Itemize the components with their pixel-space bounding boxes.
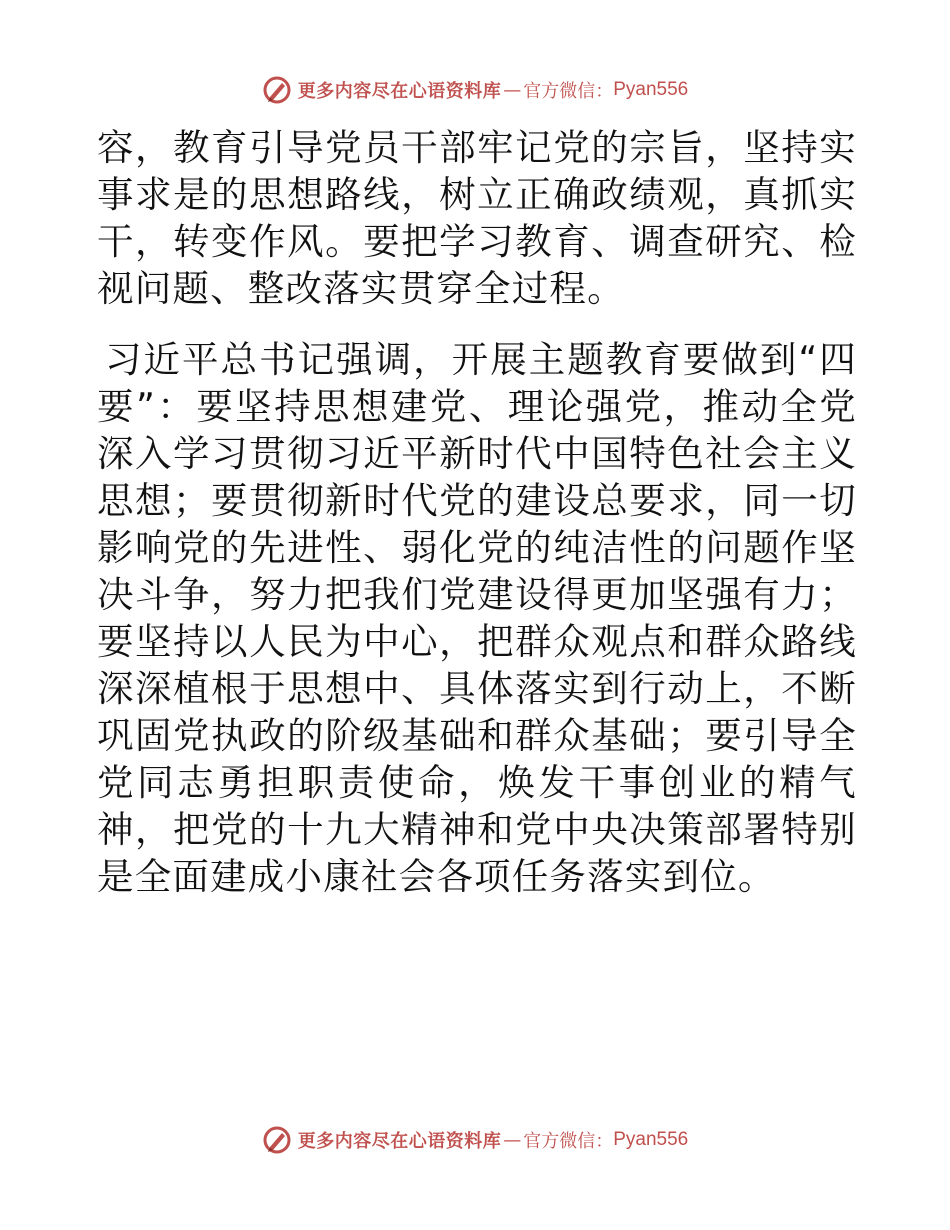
- header-wechat-label: 官方微信：: [523, 81, 614, 102]
- page-header-banner: [0, 72, 950, 108]
- footer-brand-text: 更多内容尽在心语资料库: [297, 1131, 502, 1152]
- header-wechat-id: Pyan556: [613, 79, 689, 100]
- footer-wechat-label: 官方微信：: [523, 1131, 614, 1152]
- body-paragraph-2: 习近平总书记强调，开展主题教育要做到“四要”：要坚持思想建党、理论强党，推动全党深入学习贯彻习近平新时代中国特色社会主义思想；要贯彻新时代党的建设总要求，同一切影响党的先进性、弱化党的纯洁性的问题作坚决斗争，努力把我们党建设得更加坚强有力；要坚持以人民为中心，把群众观点和群众路线深深植根于思想中、具体落实到行动上，不断巩固党执政的阶级基础和群众基础；要引导全党同志勇担职责使命，焕发干事创业的精气神，把党的十九大精神和党中央决策部署特别是全面建成小康社会各项任务落实到位。: [97, 338, 857, 898]
- body-paragraph-1: 容，教育引导党员干部牢记党的宗旨，坚持实事求是的思想路线，树立正确政绩观，真抓实干，转变作风。要把学习教育、调查研究、检视问题、整改落实贯穿全过程。: [97, 126, 857, 310]
- red-circle-pen-logo-icon: [262, 75, 292, 105]
- header-brand-text: 更多内容尽在心语资料库: [297, 81, 502, 102]
- document-body: [97, 124, 857, 900]
- footer-wechat-id: Pyan556: [613, 1129, 689, 1150]
- footer-dash: —: [503, 1129, 522, 1151]
- header-dash: —: [503, 79, 522, 101]
- page-footer-banner: [0, 1122, 950, 1158]
- red-circle-pen-logo-icon: [262, 1125, 292, 1155]
